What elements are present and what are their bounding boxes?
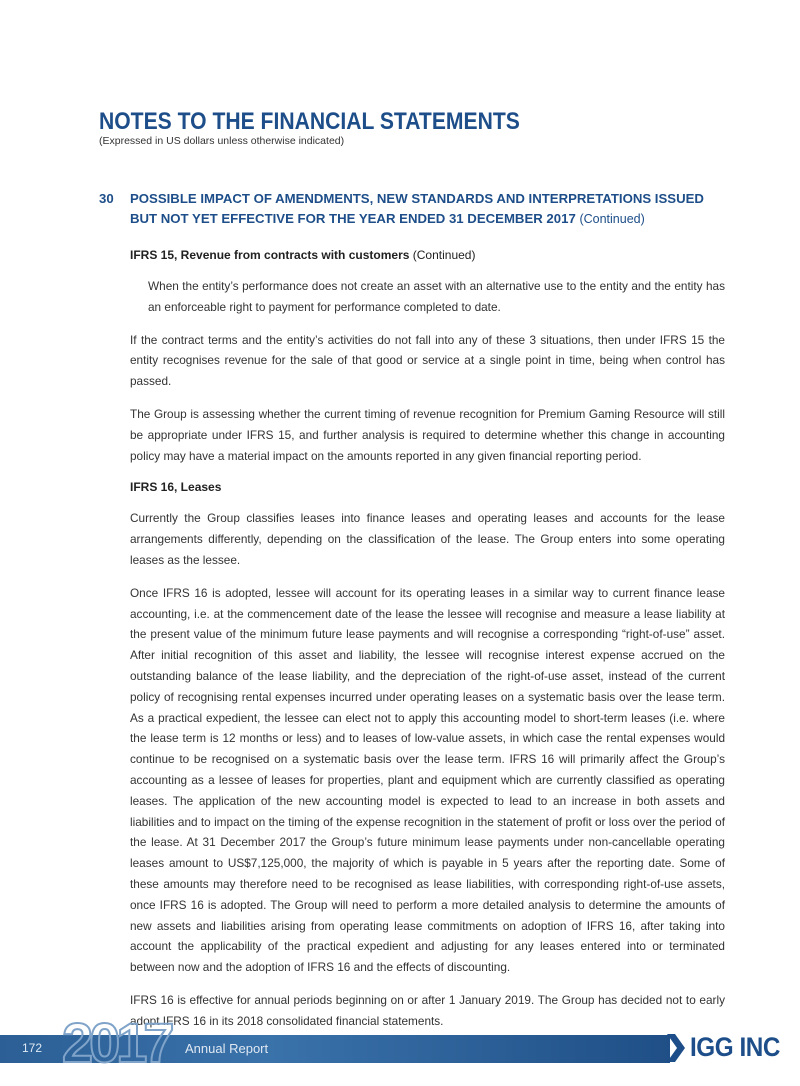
ifrs15-heading-text: IFRS 15, Revenue from contracts with customers xyxy=(130,248,410,262)
section-heading xyxy=(99,189,725,229)
annual-report-label: Annual Report xyxy=(185,1041,269,1056)
section-continued: (Continued) xyxy=(579,212,645,226)
ifrs16-paragraph-1: Currently the Group classifies leases into finance leases and operating leases and accounts for the lease arrangements differently, depending on the classification of the lease. The Group enters into some operating leases as the lessee. xyxy=(130,511,725,567)
ifrs16-paragraph-3: IFRS 16 is effective for annual periods beginning on or after 1 January 2019. The Group has decided not to early adopt IFRS 16 in its 2018 consolidated financial statements. xyxy=(130,992,725,1028)
section-number: 30 xyxy=(99,191,114,206)
page-number: 172 xyxy=(22,1041,43,1055)
section-title-text: POSSIBLE IMPACT OF AMENDMENTS, NEW STANDARDS AND INTERPRETATIONS ISSUED BUT NOT YET EFFECTIVE FOR THE YEAR ENDED 31 DECEMBER 2017 xyxy=(130,191,704,226)
page-title: NOTES TO THE FINANCIAL STATEMENTS xyxy=(99,108,520,135)
ifrs15-paragraph-1: If the contract terms and the entity’s activities do not fall into any of these 3 situations, then under IFRS 15 the entity recognises revenue for the sale of that good or service at a single point in time, being when control has passed. xyxy=(130,332,725,389)
page-subtitle: (Expressed in US dollars unless otherwise indicated) xyxy=(99,135,345,147)
ifrs16-heading: IFRS 16, Leases xyxy=(130,480,222,495)
chevron-right-icon xyxy=(665,1032,687,1064)
page-footer xyxy=(0,1011,800,1086)
brand-logo: IGG INC xyxy=(690,1032,781,1062)
document-body xyxy=(130,246,725,1044)
ifrs15-paragraph-2: The Group is assessing whether the current timing of revenue recognition for Premium Gaming Resource will still be appropriate under IFRS 15, and further analysis is required to determine whether this change in accounting policy may have a material impact on the amounts reported in any given financial reporting period. xyxy=(130,406,725,463)
section-title xyxy=(130,189,725,229)
ifrs16-paragraph-2: Once IFRS 16 is adopted, lessee will account for its operating leases in a similar way to current finance lease accounting, i.e. at the commencement date of the lease the lessee will recognise and measure a lease liability at the present value of the minimum future lease payments and will recognise a corresponding “right-of-use” asset. After initial recognition of this asset and liability, the lessee will recognise interest expense accrued on the outstanding balance of the lease liability, and the depreciation of the right-of-use asset, instead of the current policy of recognising rental expenses incurred under operating leases on a systematic basis over the lease term. As a practical expedient, the lessee can elect not to apply this accounting model to short-term leases (i.e. where the lease term is 12 months or less) and to leases of low-value assets, in which case the rental expenses would continue to be recognised on a systematic basis over the lease term. IFRS 16 will primarily affect the Group’s accounting as a lessee of leases for properties, plant and equipment which are currently classified as operating leases. The application of the new accounting model is expected to lead to an increase in both assets and liabilities and to impact on the timing of the expense recognition in the statement of profit or loss over the period of the lease. At 31 December 2017 the Group’s future minimum lease payments under non-cancellable operating leases amount to US$7,125,000, the majority of which is payable in 5 years after the reporting date. Some of these amounts may therefore need to be recognised as lease liabilities, with corresponding right-of-use assets, once IFRS 16 is adopted. The Group will need to perform a more detailed analysis to determine the amounts of new assets and liabilities arising from operating lease commitments on adoption of IFRS 16, after taking into account the applicability of the practical expedient and adjusting for any leases entered into or terminated between now and the adoption of IFRS 16 and the effects of discounting. xyxy=(130,585,725,975)
ifrs15-bullet: When the entity’s performance does not create an asset with an alternative use to the entity and the entity has an enforceable right to payment for performance completed to date. xyxy=(148,279,725,314)
ifrs15-continued: (Continued) xyxy=(412,248,476,262)
page-header xyxy=(99,108,739,147)
year-logo: 2017 xyxy=(62,1011,171,1074)
ifrs15-heading xyxy=(130,246,725,264)
